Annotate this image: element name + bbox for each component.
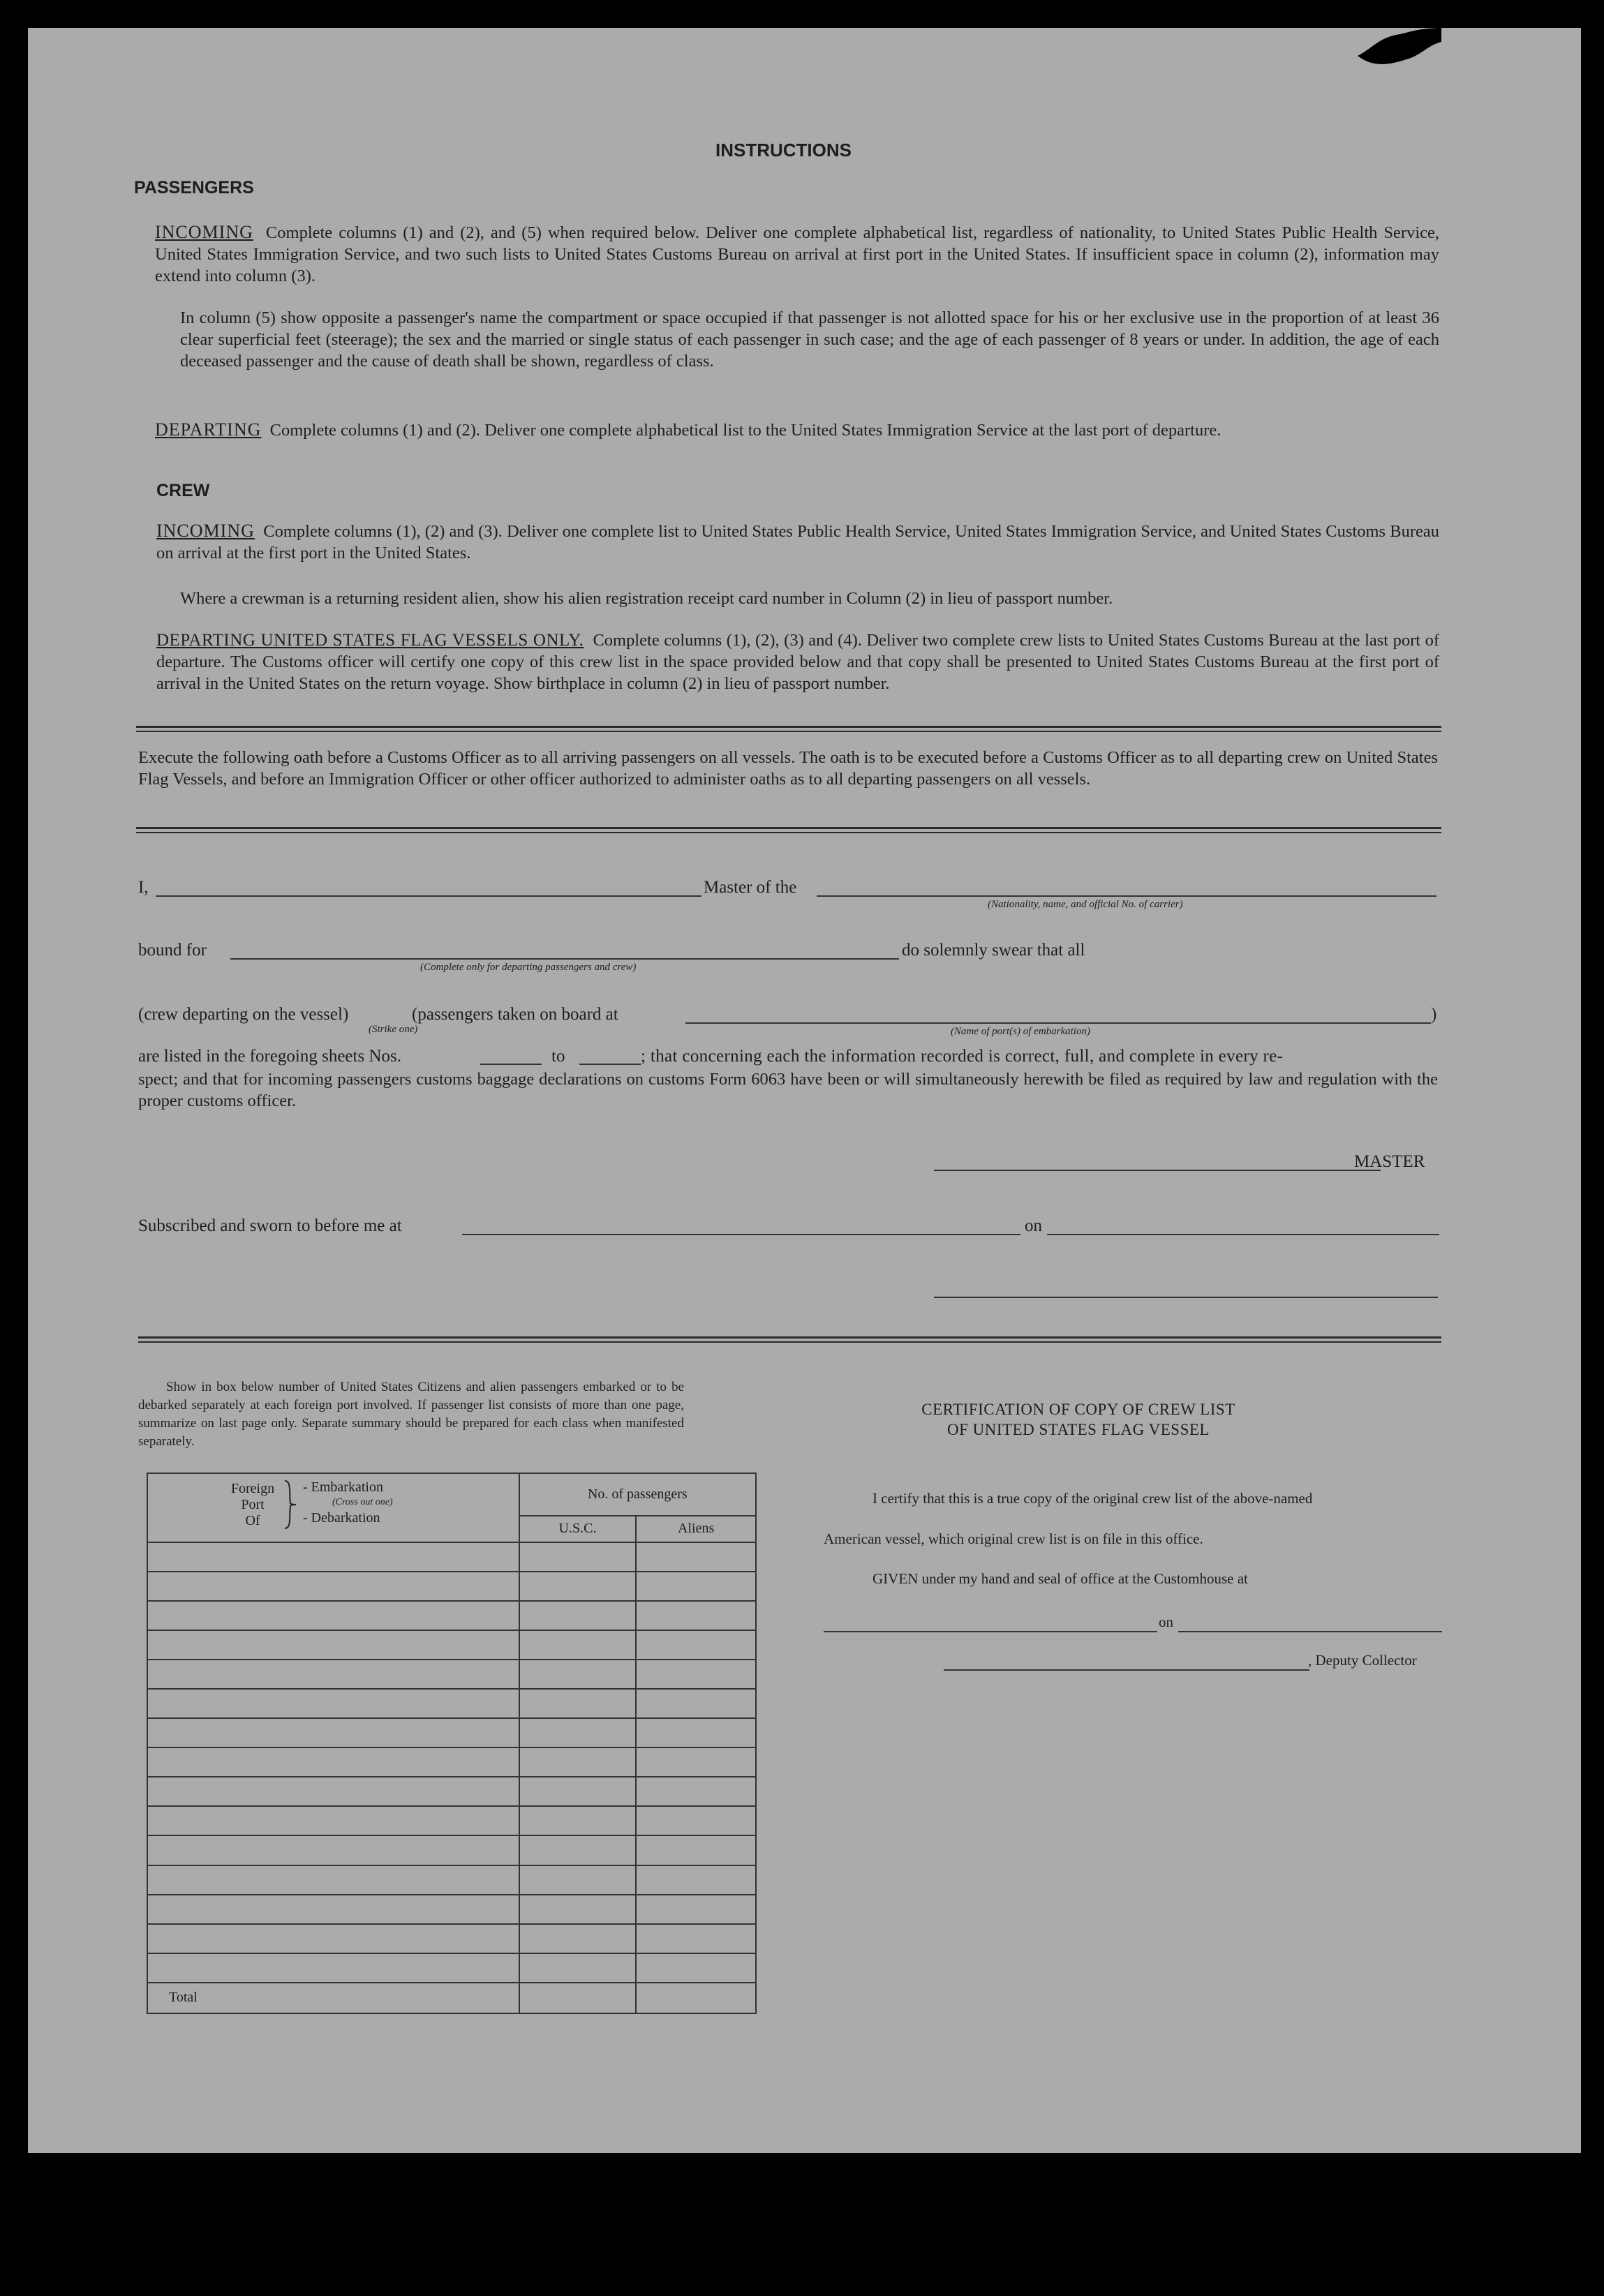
column5-paragraph: In column (5) show opposite a passenger's name the compartment or space occupied if that passenger is not allotted space for his or her exclusive use in the proportion of at least 36 clear superficial feet (steerage); the sex and the married or single status of each passenger in such case; and the age of each passenger of 8 years or under. In addition, the age of each deceased passenger and the cause of death shall be shown, regardless of class. (180, 308, 1439, 371)
usc-cell[interactable] (519, 1660, 637, 1689)
instructions-title: INSTRUCTIONS (715, 140, 852, 161)
port-cell[interactable] (147, 1542, 519, 1572)
incoming-text: Complete columns (1) and (2), and (5) when required below. Deliver one complete alphabetical list, regardless of nationality, to United States Public Health Service, United States Immigration Service, and two such lists to United States Customs Bureau on arrival at first port in the United States. If insufficient space in column (2), information may extend into column (3). (155, 223, 1440, 285)
section-divider-2 (136, 827, 1441, 833)
cross-out-caption: (Cross out one) (332, 1497, 393, 1507)
usc-cell[interactable] (519, 1689, 637, 1718)
usc-header: U.S.C. (519, 1516, 637, 1542)
usc-cell[interactable] (519, 1895, 637, 1924)
aliens-cell[interactable] (636, 1806, 756, 1835)
total-row (147, 1983, 756, 2013)
departing-text: Complete columns (1) and (2). Deliver one complete alphabetical list to the United States Immigration Service at the last port of departure. (269, 421, 1221, 440)
port-cell[interactable] (147, 1806, 519, 1835)
table-row (147, 1835, 756, 1865)
table-row (147, 1601, 756, 1630)
total-label: Total (147, 1983, 519, 2013)
passengers-taken-option[interactable]: (passengers taken on board at (412, 1005, 618, 1024)
table-row (147, 1689, 756, 1718)
close-paren: ) (1431, 1005, 1437, 1024)
subscribed-date-field[interactable] (1047, 1234, 1439, 1235)
master-signature-field[interactable] (934, 1170, 1381, 1171)
table-row (147, 1953, 756, 1983)
deputy-collector-signature-field[interactable] (944, 1669, 1309, 1671)
sheet-from-field[interactable] (480, 1064, 542, 1065)
crew-departing-option[interactable]: (crew departing on the vessel) (138, 1005, 349, 1024)
certification-on-label: on (1159, 1613, 1173, 1630)
listed-text-c: spect; and that for incoming passengers customs baggage declarations on customs Form 6063 have been or will simultaneously herewith be filed as required by law and regulation with the proper customs officer. (138, 1070, 1438, 1110)
port-cell[interactable] (147, 1747, 519, 1777)
master-of-the-label: Master of the (704, 878, 797, 897)
usc-cell[interactable] (519, 1953, 637, 1983)
usc-cell[interactable] (519, 1630, 637, 1660)
usc-cell[interactable] (519, 1542, 637, 1572)
table-row (147, 1542, 756, 1572)
port-cell[interactable] (147, 1718, 519, 1747)
passengers-departing-paragraph (155, 419, 1439, 441)
bound-for-field[interactable] (230, 958, 899, 960)
port-cell[interactable] (147, 1601, 519, 1630)
subscribed-label: Subscribed and sworn to before me at (138, 1216, 402, 1235)
usc-cell[interactable] (519, 1718, 637, 1747)
table-row (147, 1865, 756, 1895)
port-cell[interactable] (147, 1865, 519, 1895)
table-row (147, 1895, 756, 1924)
bound-for-caption: (Complete only for departing passengers and crew) (420, 962, 637, 973)
port-cell[interactable] (147, 1895, 519, 1924)
aliens-cell[interactable] (636, 1718, 756, 1747)
certify-text-b: American vessel, which original crew list is on file in this office. (824, 1530, 1203, 1547)
ports-embarkation-field[interactable] (685, 1022, 1431, 1024)
certify-text-a: I certify that this is a true copy of the original crew list of the above-named (872, 1490, 1313, 1507)
brace-icon (282, 1479, 299, 1530)
torn-corner (1358, 28, 1441, 70)
port-cell[interactable] (147, 1924, 519, 1953)
port-cell[interactable] (147, 1630, 519, 1660)
port-header-cell (147, 1473, 519, 1542)
departing-label: DEPARTING (155, 419, 262, 440)
aliens-cell[interactable] (636, 1601, 756, 1630)
table-row (147, 1806, 756, 1835)
us-flag-text: Complete columns (1), (2), (3) and (4). Deliver two complete crew lists to United States Customs Bureau at the last port of departure. The Customs officer will certify one copy of this crew list in the space provided below and that copy shall be presented to United States Customs Bureau at the first port of arrival in the United States on the return voyage. Show birthplace in column (2) in lieu of passport number. (156, 631, 1440, 693)
aliens-cell[interactable] (636, 1895, 756, 1924)
table-row (147, 1747, 756, 1777)
oath-i-label: I, (138, 878, 149, 897)
passengers-incoming-paragraph (155, 221, 1439, 287)
table-row (147, 1630, 756, 1660)
certification-title (813, 1399, 1344, 1440)
aliens-cell[interactable] (636, 1630, 756, 1660)
deputy-collector-label: , Deputy Collector (1308, 1652, 1417, 1669)
port-cell[interactable] (147, 1572, 519, 1601)
aliens-total-cell[interactable] (636, 1983, 756, 2013)
usc-cell[interactable] (519, 1865, 637, 1895)
bound-for-label: bound for (138, 941, 207, 960)
no-passengers-header: No. of passengers (519, 1473, 756, 1516)
officer-signature-field[interactable] (934, 1297, 1438, 1298)
certification-title-line2: OF UNITED STATES FLAG VESSEL (947, 1421, 1210, 1438)
ports-caption: (Name of port(s) of embarkation) (951, 1026, 1090, 1037)
customhouse-place-field[interactable] (824, 1631, 1157, 1632)
section-divider-3 (138, 1336, 1441, 1343)
table-row (147, 1924, 756, 1953)
crew-incoming-label: INCOMING (156, 521, 255, 541)
subscribed-place-field[interactable] (462, 1234, 1020, 1235)
us-flag-label: DEPARTING UNITED STATES FLAG VESSELS ONLY. (156, 631, 584, 650)
aliens-cell[interactable] (636, 1835, 756, 1865)
us-flag-paragraph (156, 629, 1439, 694)
aliens-cell[interactable] (636, 1572, 756, 1601)
subscribed-on-label: on (1025, 1216, 1042, 1235)
port-cell[interactable] (147, 1953, 519, 1983)
swear-text: do solemnly swear that all (902, 941, 1085, 960)
usc-total-cell[interactable] (519, 1983, 637, 2013)
summary-note: Show in box below number of United States Citizens and alien passengers embarked or to be debarked separately at each foreign port involved. If passenger list consists of more than one page, summarize on last page only. Separate summary should be prepared for each class when manifested separately. (138, 1380, 684, 1449)
crew-heading: CREW (156, 481, 210, 500)
given-text: GIVEN under my hand and seal of office at the Customhouse at (872, 1570, 1248, 1587)
listed-to-label: to (551, 1047, 565, 1066)
master-label: MASTER (1354, 1152, 1425, 1171)
aliens-cell[interactable] (636, 1865, 756, 1895)
usc-cell[interactable] (519, 1601, 637, 1630)
passengers-heading: PASSENGERS (134, 178, 254, 197)
usc-cell[interactable] (519, 1572, 637, 1601)
debarkation-option[interactable]: - Debarkation (303, 1510, 380, 1526)
embarkation-option[interactable]: - Embarkation (303, 1479, 383, 1495)
listed-text-b: ; that concerning each the information recorded is correct, full, and complete in every re- (641, 1047, 1284, 1066)
aliens-cell[interactable] (636, 1953, 756, 1983)
aliens-header: Aliens (636, 1516, 756, 1542)
passenger-summary-table (147, 1473, 757, 2014)
certification-date-field[interactable] (1178, 1631, 1442, 1632)
port-cell[interactable] (147, 1835, 519, 1865)
form-page (28, 28, 1581, 2153)
oath-intro: Execute the following oath before a Customs Officer as to all arriving passengers on all vessels. The oath is to be executed before a Customs Officer as to all departing crew on United States Flag Vessels, and before an Immigration Officer or other officer authorized to administer oaths as to all departing passengers on all vessels. (138, 748, 1438, 789)
table-row (147, 1777, 756, 1806)
aliens-cell[interactable] (636, 1689, 756, 1718)
usc-cell[interactable] (519, 1924, 637, 1953)
table-row (147, 1718, 756, 1747)
sheet-to-field[interactable] (579, 1064, 641, 1065)
section-divider-1 (136, 726, 1441, 732)
usc-cell[interactable] (519, 1777, 637, 1806)
crew-incoming-paragraph (156, 520, 1439, 564)
table-row (147, 1660, 756, 1689)
incoming-label: INCOMING (155, 222, 253, 242)
listed-sheets-label: are listed in the foregoing sheets Nos. (138, 1047, 401, 1066)
aliens-cell[interactable] (636, 1924, 756, 1953)
strike-one-caption: (Strike one) (369, 1024, 418, 1035)
port-cell[interactable] (147, 1689, 519, 1718)
port-cell[interactable] (147, 1777, 519, 1806)
carrier-field[interactable] (817, 895, 1436, 897)
port-label: Port (241, 1497, 265, 1512)
usc-cell[interactable] (519, 1747, 637, 1777)
table-row (147, 1572, 756, 1601)
foreign-label: Foreign (230, 1481, 275, 1496)
aliens-cell[interactable] (636, 1747, 756, 1777)
crew-incoming-text: Complete columns (1), (2) and (3). Deliver one complete list to United States Public Health Service, United States Immigration Service, and United States Customs Bureau on arrival at the first port in the United States. (156, 522, 1439, 562)
aliens-cell[interactable] (636, 1542, 756, 1572)
port-cell[interactable] (147, 1660, 519, 1689)
master-name-field[interactable] (156, 895, 701, 897)
usc-cell[interactable] (519, 1806, 637, 1835)
crewman-paragraph: Where a crewman is a returning resident alien, show his alien registration receipt card number in Column (2) in lieu of passport number. (180, 589, 1113, 608)
certification-title-line1: CERTIFICATION OF COPY OF CREW LIST (921, 1401, 1235, 1418)
aliens-cell[interactable] (636, 1660, 756, 1689)
usc-cell[interactable] (519, 1835, 637, 1865)
carrier-caption: (Nationality, name, and official No. of carrier) (988, 899, 1183, 910)
aliens-cell[interactable] (636, 1777, 756, 1806)
of-label: Of (245, 1513, 260, 1528)
